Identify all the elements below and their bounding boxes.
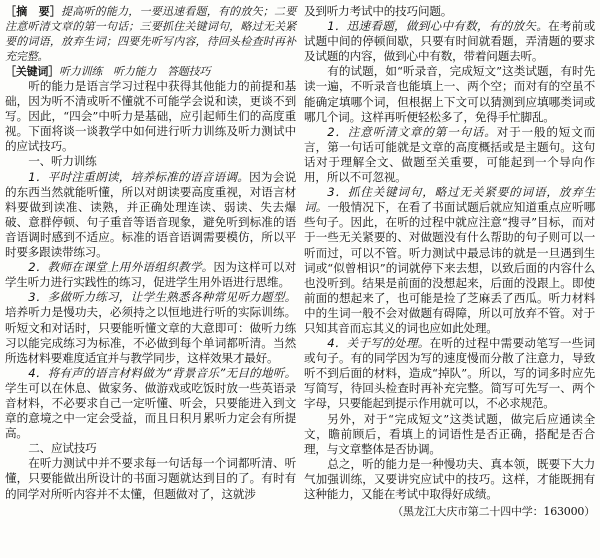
keywords-tag: ［关键词］ xyxy=(5,65,59,78)
abstract-tag: ［摘 要］ xyxy=(5,5,62,18)
subheading-preview: 1．迅速看题，做到心中有数，有的放矢。 xyxy=(327,19,549,34)
paragraph-keywords-body: 一般情况下，在看了书面试题后就应知道重点应听哪些句子。因此，在听的过程中就应注意“搜寻”目标，而对于一些无关紧要的、对做题没有什么帮助的句子则可以一听而过，可以不管。听力测试中最忌讳的就是一旦遇到生词或“似曾相识”的词就停下来去想，以致后面的内容什么也没听到。结果是前面的没想起来，后面的没跟上。即使前面的想起来了，也可能是捡了芝麻丢了西瓜。听力材料中的生词一般不会对做题有碍障，所以可放弃不管。对于只知其音而忘其义的词也应如此处理。 xyxy=(304,200,595,335)
abstract xyxy=(5,4,296,64)
paragraph-practice xyxy=(5,290,296,365)
subheading-background-music: 4．将有声的语言材料做为“背景音乐”无目的地听。 xyxy=(28,365,296,380)
paragraph-background-music-body: 学生可以在休息、做家务、做游戏或吃饭时放一些英语录音材料，不必要求自己一定听懂、听会，只要能进入到文章的意境之中一定会受益，而且日积月累听力定会有所提高。 xyxy=(5,380,296,441)
paragraph-classroom-body: 因为这样可以对学生听力进行实践性的练习，促进学生用外语进行思维。 xyxy=(5,260,296,290)
paragraph-review: 另外，对于“完成短文”这类试题，做完后应通读全文，瞻前顾后，看填上的词语性是否正确，搭配是否合理，与文章整体是否协调。 xyxy=(304,411,595,456)
paragraph-background-music xyxy=(5,366,296,441)
paragraph-writing xyxy=(304,336,595,411)
paragraph-practice-body: 培养听力是慢功夫，必须持之以恒地进行听的实际训练。听短文和对话时，只要能听懂文章的大意即可：做听力练习以能完成练习为标准，不必做到每个单词都听清。当然所选材料要难度适宜并与教学同步，这样效果才最好。 xyxy=(5,305,296,365)
intro-paragraph: 听的能力是语言学习过程中获得其他能力的前提和基础，因为听不清或听不懂就不可能学会说和读，更谈不到写。因此，“四会”中听力是基础，应引起师生们的高度重视。下面将谈一谈教学中如何进行听力训练及听力测试中的应试技巧。 xyxy=(5,79,296,154)
author-affiliation: （黑龙江大庆市第二十四中学：163000） xyxy=(392,505,595,519)
paragraph-writing-body: 在听的过程中需要动笔写一些词或句子。有的同学因为写的速度慢而分散了注意力，导致听不到后面的材料，造成“掉队”。所以，写的词多时应先写简写，待回头检查时再补充完整。简写可先写一、两个字母，只要能起到提示作用就可以，不必求规范。 xyxy=(304,336,595,411)
left-column xyxy=(5,4,296,555)
subheading-keywords: 3．抓住关键词句，略过无关紧要的词语，放弃生词。 xyxy=(304,185,595,215)
paragraph-reading-body: 因为会说的东西当然就能听懂，所以对朗读要高度重视，对语言材料要做到读准、读熟，并正确处理连读、弱读、失去爆破、意群停顿、句子重音等语音现象，避免听到标准的语音语调时感到不适应。标准的语音语调需要模仿，所以平时要多跟读带练习。 xyxy=(5,169,296,260)
paragraph-first-sentence-body: 对于一般的短文而言，第一句话可能就是文章的高度概括或是主题句。这句话对于理解全文、做题至关重要，可能起到一个导向作用，所以不可忽视。 xyxy=(304,124,596,185)
paragraph-continued: 及到听力考试中的技巧问题。 xyxy=(304,4,453,18)
paragraph-preview-body: 在考前或试题中间的停顿间歇，只要有时间就看题，弄清题的要求及试题的内容，做到心中有数，带着问题去听。 xyxy=(304,19,595,64)
keywords xyxy=(5,64,296,79)
section-heading-techniques: 二、应试技巧 xyxy=(28,441,97,456)
paragraph-conclusion: 总之，听的能力是一种慢功夫、真本领，既要下大力气加强训练，又要讲究应试中的技巧。这样，才能既拥有这种能力，又能在考试中取得好成绩。 xyxy=(304,456,595,501)
right-column xyxy=(304,4,595,555)
paragraph-fill-in: 有的试题，如“听录音，完成短文”这类试题，有时先读一遍，不听录音也能填上一、两个空；而对有的空虽不能确定填哪个词，但根据上下文可以猜测到应填哪类词或哪几个词。这样再听便轻松多了，免得手忙脚乱。 xyxy=(304,64,595,124)
paragraph-techniques-intro: 在听力测试中并不要求每一句话每一个词都听清、听懂，只要能做出所设计的书面习题就达到目的了。有时有的同学对所听内容并不太懂，但题做对了，这就涉 xyxy=(5,456,296,501)
paragraph-keywords xyxy=(304,185,595,336)
paragraph-preview xyxy=(304,19,595,64)
subheading-first-sentence: 2．注意听清文章的第一句话。 xyxy=(327,124,497,139)
paragraph-reading xyxy=(5,170,296,261)
subheading-classroom: 2．教师在课堂上用外语组织教学。 xyxy=(28,260,214,275)
section-heading-training: 一、听力训练 xyxy=(28,154,97,169)
subheading-writing: 4．关于写的处理。 xyxy=(327,336,430,351)
abstract-text: 提高听的能力，一要迅速看题，有的放矢；二要注意听清文章的第一句话；三要抓住关键词句，略过无关紧要的词语，放弃生词；四要先听写内容，待回头检查时再补充完整。 xyxy=(5,5,296,63)
subheading-practice: 3．多做听力练习，让学生熟悉各种常见听力题型。 xyxy=(28,290,296,305)
paragraph-first-sentence xyxy=(304,125,595,185)
subheading-reading: 1．平时注重朗读，培养标准的语音语调。 xyxy=(28,169,250,184)
paragraph-classroom xyxy=(5,260,296,290)
keywords-text: 听力训练 听力能力 答题技巧 xyxy=(59,65,211,78)
